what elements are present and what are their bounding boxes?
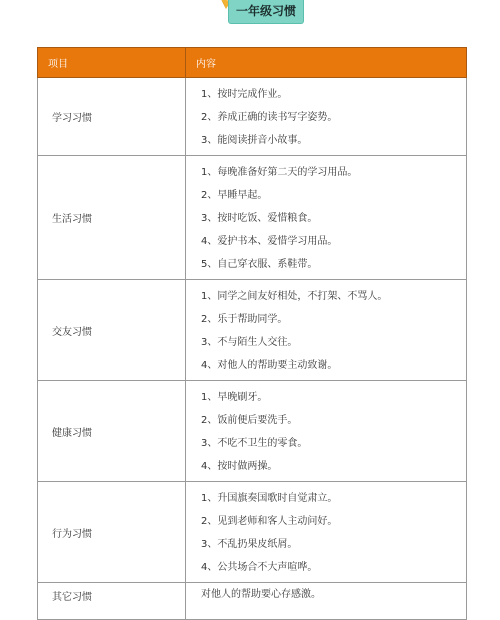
category-cell: 其它习惯	[38, 583, 186, 620]
category-cell: 健康习惯	[38, 381, 186, 482]
table-row	[38, 78, 467, 156]
list-item: 5、自己穿衣服、系鞋带。	[201, 259, 318, 270]
category-cell: 交友习惯	[38, 280, 186, 381]
table-row	[38, 482, 467, 583]
list-item: 2、乐于帮助同学。	[201, 314, 288, 325]
category-cell: 生活习惯	[38, 156, 186, 280]
items-cell	[186, 156, 467, 280]
list-item: 2、饭前便后要洗手。	[201, 415, 298, 426]
items-cell	[186, 78, 467, 156]
column-header-content: 内容	[186, 48, 467, 78]
list-item: 1、早晚刷牙。	[201, 392, 268, 403]
title-banner	[222, 0, 304, 26]
list-item: 1、每晚准备好第二天的学习用品。	[201, 167, 358, 178]
list-item: 2、养成正确的读书写字姿势。	[201, 112, 338, 123]
list-item: 3、不与陌生人交往。	[201, 337, 298, 348]
table-row	[38, 381, 467, 482]
items-cell	[186, 583, 467, 620]
list-item: 1、升国旗奏国歌时自觉肃立。	[201, 493, 338, 504]
table-row	[38, 156, 467, 280]
table-row	[38, 583, 467, 620]
list-item: 3、不乱扔果皮纸屑。	[201, 539, 298, 550]
list-item: 1、同学之间友好相处，不打架、不骂人。	[201, 291, 388, 302]
page-title: 一年级习惯	[228, 0, 304, 24]
list-item: 对他人的帮助要心存感激。	[201, 589, 321, 600]
table-header-row	[38, 48, 467, 78]
list-item: 4、对他人的帮助要主动致谢。	[201, 360, 338, 371]
items-cell	[186, 381, 467, 482]
items-cell	[186, 482, 467, 583]
list-item: 4、按时做两操。	[201, 461, 278, 472]
table-row	[38, 280, 467, 381]
category-cell: 行为习惯	[38, 482, 186, 583]
list-item: 4、爱护书本、爱惜学习用品。	[201, 236, 338, 247]
category-cell: 学习习惯	[38, 78, 186, 156]
column-header-item: 项目	[38, 48, 186, 78]
list-item: 4、公共场合不大声喧哗。	[201, 562, 318, 573]
list-item: 3、能阅读拼音小故事。	[201, 135, 308, 146]
habits-table	[37, 47, 467, 620]
list-item: 1、按时完成作业。	[201, 89, 288, 100]
list-item: 3、不吃不卫生的零食。	[201, 438, 308, 449]
items-cell	[186, 280, 467, 381]
list-item: 2、见到老师和客人主动问好。	[201, 516, 338, 527]
list-item: 3、按时吃饭、爱惜粮食。	[201, 213, 318, 224]
list-item: 2、早睡早起。	[201, 190, 268, 201]
